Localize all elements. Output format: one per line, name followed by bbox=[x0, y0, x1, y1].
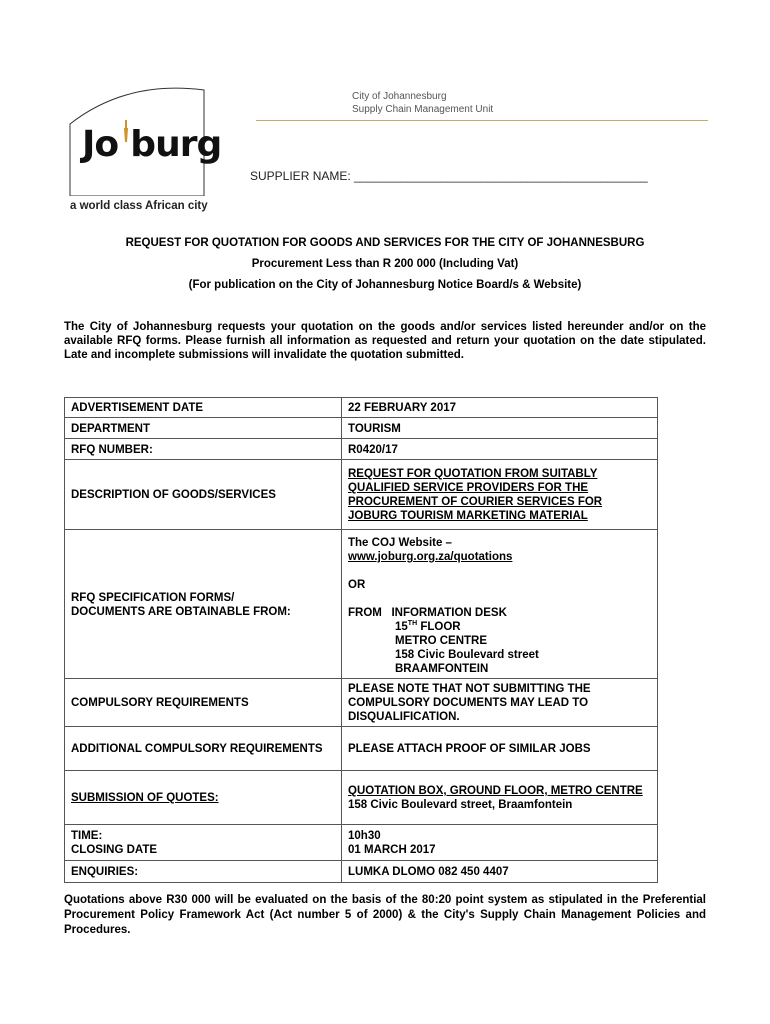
info-desk-line bbox=[348, 606, 652, 620]
additional-label: ADDITIONAL COMPULSORY REQUIREMENTS bbox=[65, 727, 342, 771]
enquiries-value: LUMKA DLOMO 082 450 4407 bbox=[342, 861, 658, 883]
description-text: REQUEST FOR QUOTATION FROM SUITABLY QUALIFIED SERVICE PROVIDERS FOR THE PROCUREMENT OF COURIER SERVICES FOR JOBURG TOURISM MARKETING MATERIAL bbox=[348, 468, 603, 522]
publication-note: (For publication on the City of Johannesburg Notice Board/s & Website) bbox=[188, 279, 582, 291]
from-label: FROM bbox=[348, 607, 382, 619]
table-row bbox=[65, 771, 658, 825]
table-row bbox=[65, 825, 658, 861]
advert-date-label: ADVERTISEMENT DATE bbox=[65, 398, 342, 418]
floor-number: 15 bbox=[395, 621, 408, 633]
additional-value: PLEASE ATTACH PROOF OF SIMILAR JOBS bbox=[342, 727, 658, 771]
description-label: DESCRIPTION OF GOODS/SERVICES bbox=[65, 460, 342, 530]
table-row bbox=[65, 679, 658, 727]
logo-tagline: a world class African city bbox=[70, 200, 208, 212]
rfq-number-value: R0420/17 bbox=[342, 439, 658, 460]
department-label: DEPARTMENT bbox=[65, 418, 342, 439]
table-row bbox=[65, 861, 658, 883]
submission-location: QUOTATION BOX, GROUND FLOOR, METRO CENTRE bbox=[348, 785, 643, 797]
compulsory-value: PLEASE NOTE THAT NOT SUBMITTING THE COMPULSORY DOCUMENTS MAY LEAD TO DISQUALIFICATION. bbox=[342, 679, 658, 727]
time-date-label bbox=[65, 825, 342, 861]
time-value: 10h30 bbox=[348, 830, 381, 842]
rfq-number-label: RFQ NUMBER: bbox=[65, 439, 342, 460]
forms-label-line2: DOCUMENTS ARE OBTAINABLE FROM: bbox=[71, 605, 291, 618]
time-date-value bbox=[342, 825, 658, 861]
document-title: REQUEST FOR QUOTATION FOR GOODS AND SERVICES FOR THE CITY OF JOHANNESBURG bbox=[125, 237, 645, 249]
submission-value bbox=[342, 771, 658, 825]
submission-address: 158 Civic Boulevard street, Braamfontein bbox=[348, 799, 573, 811]
or-separator: OR bbox=[348, 579, 366, 591]
table-row bbox=[65, 727, 658, 771]
advert-date-value: 22 FEBRUARY 2017 bbox=[342, 398, 658, 418]
evaluation-note: Quotations above R30 000 will be evaluated on the basis of the 80:20 point system as stipulated in the Preferential Procurement Policy Framework Act (Act number 5 of 2000) & the City's Supply Chain Management Policies and Procedures. bbox=[64, 894, 706, 936]
table-row bbox=[65, 418, 658, 439]
table-row bbox=[65, 530, 658, 679]
coj-website-label: The COJ Website – bbox=[348, 537, 452, 549]
table-row bbox=[65, 460, 658, 530]
coj-website-link[interactable]: www.joburg.org.za/quotations bbox=[348, 551, 513, 563]
submission-label-text: SUBMISSION OF QUOTES: bbox=[71, 792, 219, 804]
floor-suffix: TH bbox=[407, 620, 418, 628]
department-value: TOURISM bbox=[342, 418, 658, 439]
forms-source-label bbox=[65, 530, 342, 679]
table-row bbox=[65, 439, 658, 460]
info-desk: INFORMATION DESK bbox=[391, 607, 507, 619]
supplier-name-field: SUPPLIER NAME: ____________________________________________ bbox=[250, 169, 648, 183]
enquiries-label: ENQUIRIES: bbox=[65, 861, 342, 883]
time-label: TIME: bbox=[71, 830, 103, 842]
forms-source-value bbox=[342, 530, 658, 679]
org-unit: Supply Chain Management Unit bbox=[352, 104, 494, 115]
building-line: METRO CENTRE bbox=[395, 635, 487, 647]
rfq-details-table bbox=[64, 397, 658, 883]
header-divider bbox=[256, 120, 708, 121]
closing-label: CLOSING DATE bbox=[71, 844, 158, 856]
intro-paragraph: The City of Johannesburg requests your quotation on the goods and/or services listed hereunder and/or on the available RFQ forms. Please furnish all information as requested and return your quotation on the date stipulated. Late and incomplete submissions will invalidate the quotation submitted. bbox=[64, 321, 706, 361]
closing-value: 01 MARCH 2017 bbox=[348, 844, 436, 856]
floor-word: FLOOR bbox=[420, 621, 461, 633]
logo-wordmark: Jo burg bbox=[82, 124, 222, 165]
org-name: City of Johannesburg bbox=[352, 91, 447, 102]
street-line: 158 Civic Boulevard street bbox=[395, 649, 539, 661]
joburg-logo bbox=[56, 84, 222, 196]
floor-line bbox=[348, 620, 652, 634]
submission-label bbox=[65, 771, 342, 825]
table-row bbox=[65, 398, 658, 418]
forms-label-line1: RFQ SPECIFICATION FORMS/ bbox=[71, 591, 235, 604]
document-subtitle: Procurement Less than R 200 000 (Including Vat) bbox=[251, 258, 519, 270]
description-value bbox=[342, 460, 658, 530]
compulsory-label: COMPULSORY REQUIREMENTS bbox=[65, 679, 342, 727]
suburb-line: BRAAMFONTEIN bbox=[395, 663, 489, 675]
